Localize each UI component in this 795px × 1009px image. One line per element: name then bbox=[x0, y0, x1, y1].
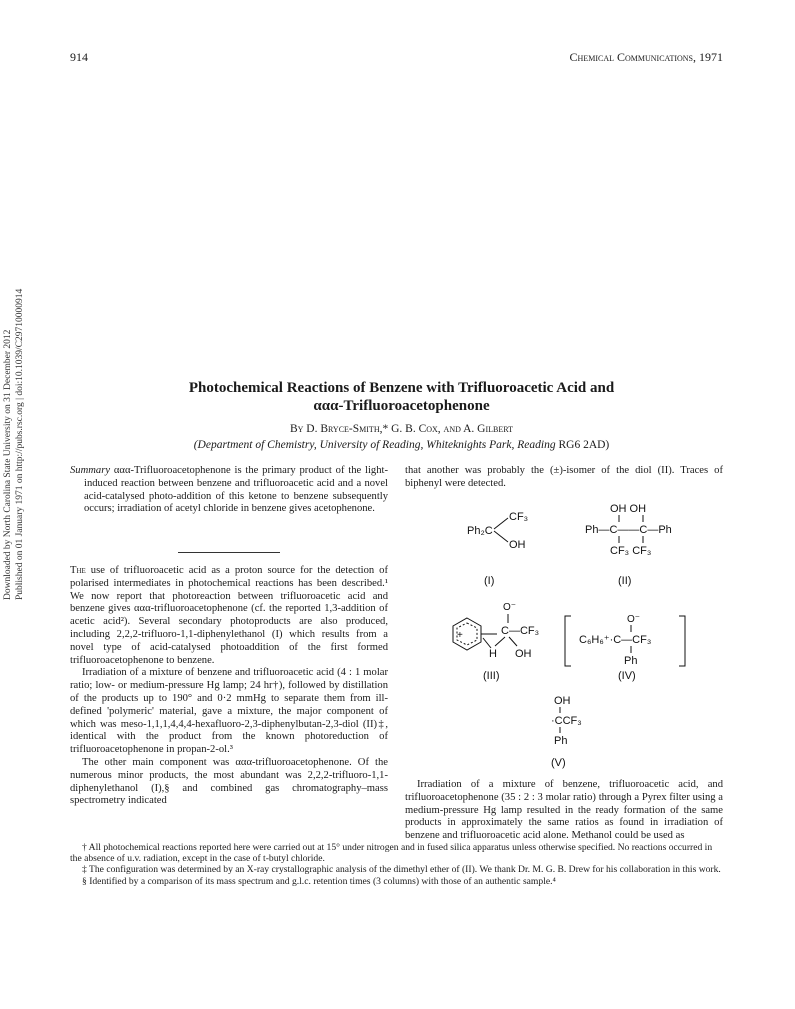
iv-o-minus: O⁻ bbox=[627, 614, 641, 625]
ii-oh-text: OH OH bbox=[610, 503, 647, 515]
page-number: 914 bbox=[70, 50, 88, 64]
plus-sign: + bbox=[457, 630, 463, 641]
published-line: Published on 01 January 1971 on http://pubs.rsc.org | doi:10.1039/C29710000914 bbox=[15, 288, 25, 600]
label-II: (II) bbox=[618, 575, 632, 587]
download-line: Downloaded by North Carolina State University on 31 December 2012 bbox=[3, 329, 13, 600]
right-column-bottom bbox=[405, 779, 723, 843]
v-ph: Ph bbox=[554, 735, 568, 747]
v-oh: OH bbox=[554, 695, 571, 707]
footnote-1: † All photochemical reactions reported here were carried out at 15° under nitrogen and in fused silica apparatus unless otherwise specified. No reactions occurred in the absence of u.v. radiation, except in the case of t-butyl chloride. bbox=[70, 842, 713, 865]
chemical-structures bbox=[405, 498, 725, 770]
footnotes bbox=[70, 842, 725, 887]
first-word: The bbox=[70, 565, 86, 576]
download-notice bbox=[2, 289, 26, 600]
summary-divider bbox=[178, 552, 280, 553]
structure-I bbox=[467, 511, 528, 587]
paragraph-3: The other main component was ααα-trifluoroacetophenone. Of the numerous minor products, the most abundant was 2,2,2-trifluoro-1,1-diphenylethanol (I),§ and combined gas chromatography–mass spectrometry indicated bbox=[70, 756, 388, 807]
cf3-text: CF₃ bbox=[509, 511, 529, 523]
right-column-top: that another was probably the (±)-isomer of the diol (II). Traces of biphenyl were detected. bbox=[405, 465, 723, 489]
paragraph-2: Irradiation of a mixture of benzene and trifluoroacetic acid (4 : 1 molar ratio; low- or medium-pressure Hg lamp; 24 hr†), followed by distillation of the products up to 190° and 0·2 mmHg to separate them from ill-defined 'polymeric' material, gave a mixture, the major component of which was meso-1,1,1,4,4,4-hexafluoro-2,3-diphenylbutan-2,3-diol (II)‡, identical with the product from the known photoreduction of trifluoroacetophenone in propan-2-ol.³ bbox=[70, 667, 388, 756]
right-paragraph: Irradiation of a mixture of benzene, trifluoroacetic acid, and trifluoroacetophenone (35 : 2 : 3 molar ratio) through a Pyrex filter using a medium-pressure Hg lamp resulted in the ready formation of the same products in approximately the same ratios as found in irradiation of benzene and trifluoroacetic acid alone. Methanol could be used as bbox=[405, 779, 723, 842]
summary-text: ααα-Trifluoroacetophenone is the primary product of the light-induced reaction between benzene and trifluoroacetic acid and a novel acid-catalysed photo-addition of this ketone to benzene subsequently occurs; irradiation of acetyl chloride in benzene gives acetophenone. bbox=[84, 465, 388, 515]
affiliation-text: (Department of Chemistry, University of Reading, Whiteknights Park, Reading bbox=[193, 439, 556, 451]
journal-name: Chemical Communications, 1971 bbox=[569, 50, 723, 64]
structure-II bbox=[585, 503, 672, 587]
affiliation bbox=[60, 439, 743, 451]
footnote-3: § Identified by a comparison of its mass spectrum and g.l.c. retention times (3 columns) with those of an authentic sample.⁴ bbox=[82, 875, 556, 887]
summary-lead: Summary bbox=[70, 465, 111, 476]
iii-oh: OH bbox=[515, 648, 532, 660]
label-V: (V) bbox=[551, 757, 566, 769]
ii-cf3-text: CF₃ CF₃ bbox=[610, 545, 652, 557]
title-line-1: Photochemical Reactions of Benzene with Trifluoroacetic Acid and bbox=[188, 380, 615, 396]
iii-c-cf3: C—CF₃ bbox=[501, 625, 540, 637]
summary bbox=[70, 465, 388, 516]
structure-IV bbox=[565, 614, 685, 682]
label-IV: (IV) bbox=[618, 670, 636, 682]
label-I: (I) bbox=[484, 575, 495, 587]
footnote-2: ‡ The configuration was determined by an X-ray crystallographic analysis of the dimethyl ether of (II). We thank Dr. M. G. B. Drew for his collaboration in this work. bbox=[82, 864, 721, 876]
article-title bbox=[60, 379, 743, 415]
paragraph-1: use of trifluoroacetic acid as a proton source for the detection of polarised intermediates in photochemical reactions has been described.¹ We now report that photoreaction between trifluoroacetic acid and benzene gives ααα-trifluoroacetophenone (cf. the reported 1,3-addition of acetic acid²). Several secondary photoproducts are also produced, including 2,2,2-trifluoro-1,1-diphenylethanol (I) which results from a novel type of acid-catalysed photoaddition of the first formed trifluoroacetophenone to benzene. bbox=[70, 565, 388, 666]
label-III: (III) bbox=[483, 670, 500, 682]
ph2c-text: Ph₂C bbox=[467, 525, 493, 537]
oh-text: OH bbox=[509, 539, 526, 551]
postcode: RG6 2AD) bbox=[558, 439, 610, 451]
structure-III bbox=[453, 602, 539, 682]
left-column bbox=[70, 565, 388, 808]
structure-V bbox=[551, 695, 582, 769]
title-line-2: ααα-Trifluoroacetophenone bbox=[313, 398, 490, 414]
iii-o-minus: O⁻ bbox=[503, 602, 517, 613]
ii-main-text: Ph—C——C—Ph bbox=[585, 524, 672, 536]
iii-h: H bbox=[489, 648, 497, 660]
v-ccf3: ·CCF₃ bbox=[551, 715, 582, 727]
iv-main-text: C₆H₆⁺·C—CF₃ bbox=[579, 634, 652, 646]
authors: By D. Bryce-Smith,* G. B. Cox, and A. Gilbert bbox=[289, 423, 513, 435]
iv-ph: Ph bbox=[624, 655, 638, 667]
